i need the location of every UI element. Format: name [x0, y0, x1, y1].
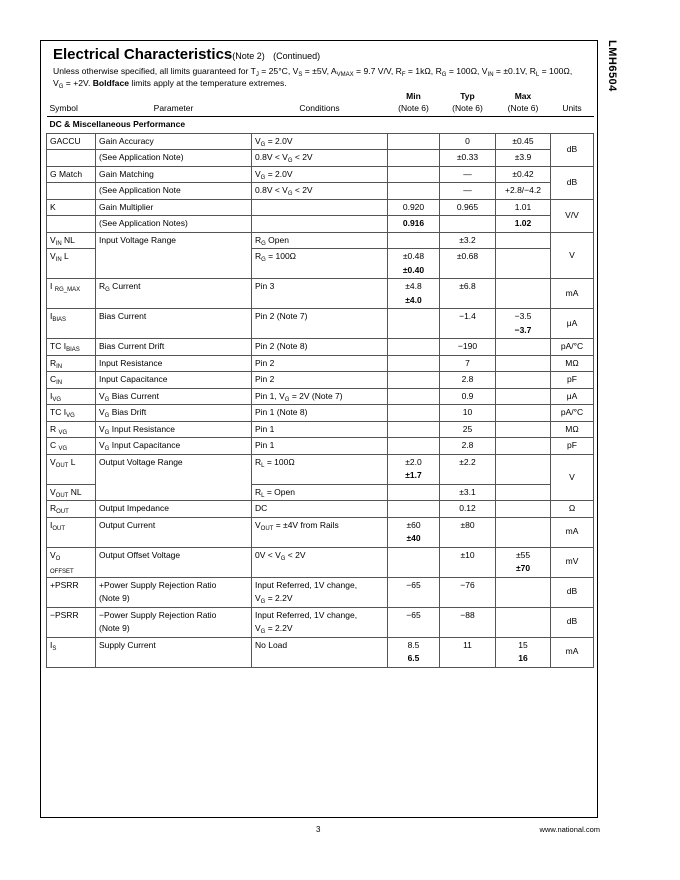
table-cell: ±2.0 ±1.7 [388, 454, 440, 484]
table-row [47, 355, 594, 372]
table-cell: $V_G = 2.0V$ [252, 133, 388, 150]
table-cell: K [47, 199, 96, 216]
table-cell: −65 [388, 607, 440, 637]
header-symbol: Symbol [47, 89, 96, 117]
table-cell [388, 388, 440, 405]
table-cell: μA [551, 388, 594, 405]
table-cell: −65 [388, 577, 440, 607]
table-cell [388, 501, 440, 518]
table-cell: I $_{RG\_MAX}$ [47, 279, 96, 309]
table-cell: TC $I_{BIAS}$ [47, 339, 96, 356]
electrical-characteristics-table [46, 89, 594, 668]
table-cell: $V_{OUT}$ L [47, 454, 96, 484]
table-row [47, 547, 594, 577]
table-cell: 0 [440, 133, 496, 150]
table-cell: V [551, 454, 594, 501]
table-cell: $V_{OUT} = \pm 4V$ from Rails [252, 517, 388, 547]
table-cell [496, 421, 551, 438]
table-cell: ±0.45 [496, 133, 551, 150]
table-cell: $R_L$ = Open [252, 484, 388, 501]
table-cell: 10 [440, 405, 496, 422]
table-row [47, 133, 594, 150]
section-row [47, 117, 594, 134]
table-cell [47, 183, 96, 200]
table-cell: ±2.2 [440, 454, 496, 484]
table-cell: −PSRR [47, 607, 96, 637]
table-cell [388, 339, 440, 356]
table-cell [47, 150, 96, 167]
table-cell [496, 355, 551, 372]
header-max-note: (Note 6) [507, 103, 539, 113]
table-row [47, 501, 594, 518]
table-cell [496, 372, 551, 389]
table-cell: No Load [252, 637, 388, 667]
table-cell: Pin 1 [252, 438, 388, 455]
table-cell [388, 355, 440, 372]
table-cell [496, 279, 551, 309]
table-cell: $0V < V_G < 2V$ [252, 547, 388, 577]
header-max [496, 89, 551, 117]
table-row [47, 577, 594, 607]
table-cell: +Power Supply Rejection Ratio (Note 9) [96, 577, 252, 607]
table-row [47, 279, 594, 309]
table-cell: $I_S$ [47, 637, 96, 667]
table-cell: 15 16 [496, 637, 551, 667]
table-cell: (See Application Note) [96, 150, 252, 167]
table-cell [388, 484, 440, 501]
table-cell: Gain Matching [96, 166, 252, 183]
table-cell: $V_{OUT}$ NL [47, 484, 96, 501]
table-cell: dB [551, 577, 594, 607]
table-cell: Pin 2 [252, 372, 388, 389]
table-cell [388, 150, 440, 167]
table-cell: mA [551, 637, 594, 667]
table-cell: ±0.42 [496, 166, 551, 183]
table-cell: ±80 [440, 517, 496, 547]
table-cell [252, 199, 388, 216]
table-cell [496, 577, 551, 607]
table-cell: ±6.8 [440, 279, 496, 309]
table-row [47, 199, 594, 216]
table-cell [440, 216, 496, 233]
header-typ-note: (Note 6) [452, 103, 483, 113]
table-cell: (See Application Notes) [96, 216, 252, 233]
table-cell [388, 232, 440, 249]
table-cell: −Power Supply Rejection Ratio (Note 9) [96, 607, 252, 637]
header-units: Units [551, 89, 594, 117]
table-cell: Pin 1 (Note 8) [252, 405, 388, 422]
table-cell: G Match [47, 166, 96, 183]
table-cell: ±10 [440, 547, 496, 577]
table-cell [252, 216, 388, 233]
header-typ-label: Typ [460, 91, 475, 101]
table-cell: $I_{OUT}$ [47, 517, 96, 547]
page-title: Electrical Characteristics [53, 46, 233, 63]
title-note: (Note 2) [232, 51, 265, 61]
table-cell: Output Impedance [96, 501, 252, 518]
table-cell: Pin 2 (Note 8) [252, 339, 388, 356]
table-cell: $V_{IN}$ NL [47, 232, 96, 249]
table-cell: dB [551, 133, 594, 166]
table-cell: $V_{IN}$ L [47, 249, 96, 279]
table-cell: mA [551, 517, 594, 547]
table-cell: 7 [440, 355, 496, 372]
header-typ [440, 89, 496, 117]
table-cell: (See Application Note [96, 183, 252, 200]
table-cell: ±0.48 ±0.40 [388, 249, 440, 279]
table-cell: $I_{BIAS}$ [47, 309, 96, 339]
table-cell: Pin 2 (Note 7) [252, 309, 388, 339]
table-cell: +PSRR [47, 577, 96, 607]
table-cell: Output Current [96, 517, 252, 547]
table-row [47, 454, 594, 484]
table-cell: ±3.9 [496, 150, 551, 167]
table-cell: Ω [551, 501, 594, 518]
table-cell: −76 [440, 577, 496, 607]
title-continued: (Continued) [273, 51, 321, 61]
table-cell: $V_O$ $_{OFFSET}$ [47, 547, 96, 577]
table-cell: Bias Current Drift [96, 339, 252, 356]
table-cell: $R_G$ Open [252, 232, 388, 249]
table-cell: — [440, 166, 496, 183]
table-cell: 0.916 [388, 216, 440, 233]
table-cell [496, 607, 551, 637]
table-cell: Supply Current [96, 637, 252, 667]
table-cell [388, 183, 440, 200]
table-row [47, 438, 594, 455]
table-cell: $R_{OUT}$ [47, 501, 96, 518]
table-cell: ±3.2 [440, 232, 496, 249]
table-cell: Gain Accuracy [96, 133, 252, 150]
table-cell: $V_G$ Bias Current [96, 388, 252, 405]
table-cell: TC $I_{VG}$ [47, 405, 96, 422]
table-row [47, 637, 594, 667]
table-cell [496, 501, 551, 518]
table-cell: R $_{VG}$ [47, 421, 96, 438]
table-cell: pF [551, 438, 594, 455]
table-cell: Input Referred, 1V change, $V_G = 2.2V$ [252, 577, 388, 607]
table-cell [496, 484, 551, 501]
table-row [47, 150, 594, 167]
table-cell: $R_G$ Current [96, 279, 252, 309]
table-cell [496, 339, 551, 356]
table-cell: Input Voltage Range [96, 232, 252, 279]
part-number-label: LMH6504 [606, 40, 618, 92]
table-cell [496, 405, 551, 422]
table-cell: 0.920 [388, 199, 440, 216]
table-cell: pA/°C [551, 405, 594, 422]
table-cell: Pin 1, $V_G = 2V$ (Note 7) [252, 388, 388, 405]
table-cell: — [440, 183, 496, 200]
table-cell: 0.965 [440, 199, 496, 216]
table-cell: Input Referred, 1V change, $V_G = 2.2V$ [252, 607, 388, 637]
table-cell: −1.4 [440, 309, 496, 339]
table-cell: 0.12 [440, 501, 496, 518]
table-cell: C $_{VG}$ [47, 438, 96, 455]
table-cell [496, 388, 551, 405]
table-cell: $V_G$ Input Resistance [96, 421, 252, 438]
header-max-label: Max [514, 91, 532, 101]
table-cell: 8.5 6.5 [388, 637, 440, 667]
table-cell [388, 547, 440, 577]
header-parameter: Parameter [96, 89, 252, 117]
table-cell: pF [551, 372, 594, 389]
table-row [47, 372, 594, 389]
table-header-row [47, 89, 594, 117]
section-title: DC & Miscellaneous Performance [47, 117, 594, 134]
table-cell [496, 454, 551, 484]
table-cell: $R_L = 100\Omega$ [252, 454, 388, 484]
table-cell: Pin 3 [252, 279, 388, 309]
table-cell [388, 405, 440, 422]
table-cell: $C_{IN}$ [47, 372, 96, 389]
table-row [47, 166, 594, 183]
table-cell [388, 166, 440, 183]
footer-url: www.national.com [539, 825, 600, 834]
table-cell: MΩ [551, 355, 594, 372]
table-cell: −88 [440, 607, 496, 637]
table-cell [496, 232, 551, 249]
table-cell: $0.8V < V_G < 2V$ [252, 183, 388, 200]
table-cell: −190 [440, 339, 496, 356]
table-cell [496, 517, 551, 547]
table-cell: Pin 1 [252, 421, 388, 438]
table-cell: pA/°C [551, 339, 594, 356]
table-cell: 11 [440, 637, 496, 667]
table-cell: 1.01 [496, 199, 551, 216]
table-cell: $R_G = 100\Omega$ [252, 249, 388, 279]
table-row [47, 339, 594, 356]
header-min-label: Min [406, 91, 421, 101]
table-cell: Pin 2 [252, 355, 388, 372]
table-cell: $V_G$ Input Capacitance [96, 438, 252, 455]
table-cell: Bias Current [96, 309, 252, 339]
table-row [47, 183, 594, 200]
table-cell: ±4.8 ±4.0 [388, 279, 440, 309]
table-cell [47, 216, 96, 233]
table-cell: Output Offset Voltage [96, 547, 252, 577]
table-cell: ±60 ±40 [388, 517, 440, 547]
table-cell: mV [551, 547, 594, 577]
table-cell: ±3.1 [440, 484, 496, 501]
table-row [47, 421, 594, 438]
table-cell: DC [252, 501, 388, 518]
table-cell: $V_G$ Bias Drift [96, 405, 252, 422]
table-cell: ±0.68 [440, 249, 496, 279]
table-cell: $V_G = 2.0V$ [252, 166, 388, 183]
table-cell: GACCU [47, 133, 96, 150]
table-cell: ±55 ±70 [496, 547, 551, 577]
table-row [47, 405, 594, 422]
table-cell [496, 249, 551, 279]
table-cell: $R_{IN}$ [47, 355, 96, 372]
header-min-note: (Note 6) [398, 103, 429, 113]
table-cell: Gain Multiplier [96, 199, 252, 216]
page-number: 3 [316, 825, 321, 834]
table-cell: $0.8V < V_G < 2V$ [252, 150, 388, 167]
table-cell: −3.5 −3.7 [496, 309, 551, 339]
section-heading [53, 46, 320, 63]
table-cell: Input Resistance [96, 355, 252, 372]
table-cell: Output Voltage Range [96, 454, 252, 501]
table-cell: 2.8 [440, 438, 496, 455]
table-cell: 0.9 [440, 388, 496, 405]
table-cell: 1.02 [496, 216, 551, 233]
header-conditions: Conditions [252, 89, 388, 117]
table-cell: mA [551, 279, 594, 309]
table-cell [388, 438, 440, 455]
table-cell: MΩ [551, 421, 594, 438]
table-cell: V/V [551, 199, 594, 232]
table-cell: $I_{VG}$ [47, 388, 96, 405]
table-row [47, 607, 594, 637]
table-row [47, 388, 594, 405]
table-cell: +2.8/−4.2 [496, 183, 551, 200]
table-cell [388, 421, 440, 438]
table-row [47, 309, 594, 339]
table-cell: Input Capacitance [96, 372, 252, 389]
table-cell: ±0.33 [440, 150, 496, 167]
table-cell [496, 438, 551, 455]
table-cell [388, 309, 440, 339]
table-row [47, 216, 594, 233]
table-cell: V [551, 232, 594, 279]
table-row [47, 517, 594, 547]
table-cell: 25 [440, 421, 496, 438]
conditions-intro: Unless otherwise specified, all limits guaranteed for $T_J = 25^\circ C$, $V_S = \pm 5V$, $A_{VMAX} = 9.7$ V/V, $R_F = 1k\Omega$, $R_G = 100\Omega$, $V_{IN} = \pm 0.1V$, $R_L = 100\Omega$, $V_G = +2V$. Boldface limits apply at the temperature extremes. [53, 66, 573, 90]
table-cell [388, 133, 440, 150]
table-cell: 2.8 [440, 372, 496, 389]
table-cell: μA [551, 309, 594, 339]
header-min [388, 89, 440, 117]
table-cell: dB [551, 607, 594, 637]
table-cell: dB [551, 166, 594, 199]
table-cell [388, 372, 440, 389]
table-row [47, 232, 594, 249]
